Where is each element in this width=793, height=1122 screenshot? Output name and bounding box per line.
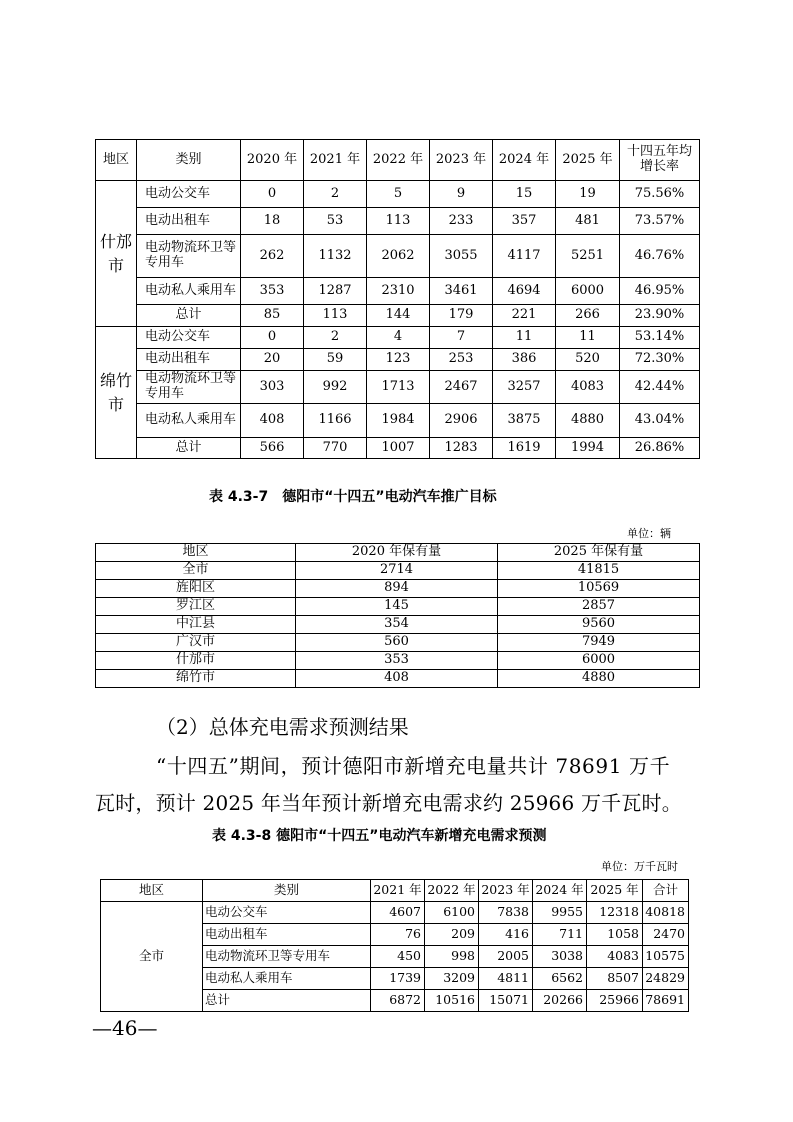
table-row (96, 181, 700, 208)
value-cell: 233 (430, 208, 493, 235)
ev-promotion-targets-table (95, 543, 700, 688)
value-cell: 4880 (498, 670, 700, 688)
value-cell: 770 (304, 438, 367, 459)
value-cell: 7 (430, 327, 493, 349)
value-cell: 408 (241, 404, 304, 438)
value-cell: 566 (241, 438, 304, 459)
value-cell: 1058 (587, 924, 643, 946)
table-row (96, 616, 700, 634)
value-cell: 221 (493, 305, 556, 327)
value-cell: 357 (493, 208, 556, 235)
value-cell: 9 (430, 181, 493, 208)
value-cell: 113 (304, 305, 367, 327)
table-caption-4-3-7: 表 4.3-7 德阳市“十四五”电动汽车推广目标 (209, 489, 497, 505)
value-cell: 0 (241, 181, 304, 208)
value-cell: 4811 (479, 968, 533, 990)
value-cell: 10569 (498, 580, 700, 598)
value-cell: 2714 (296, 562, 498, 580)
value-cell: 2467 (430, 371, 493, 404)
category-cell: 电动公交车 (137, 181, 241, 208)
table-row (96, 404, 700, 438)
table-row (96, 371, 700, 404)
charging-demand-table (100, 879, 689, 1012)
region-cell: 全市 (101, 902, 203, 1012)
value-cell: 24829 (643, 968, 689, 990)
value-cell: 41815 (498, 562, 700, 580)
category-cell: 电动出租车 (137, 349, 241, 371)
value-cell: 408 (296, 670, 498, 688)
column-header: 2025 年 (556, 140, 620, 181)
value-cell: 26.86% (620, 438, 700, 459)
value-cell: 2470 (643, 924, 689, 946)
column-header: 2020 年保有量 (296, 544, 498, 562)
value-cell: 2310 (367, 278, 430, 305)
column-header: 2025 年 (587, 880, 643, 902)
value-cell: 4117 (493, 235, 556, 278)
ev-forecast-table (95, 139, 700, 459)
value-cell: 123 (367, 349, 430, 371)
category-cell: 电动私人乘用车 (203, 968, 371, 990)
column-header: 2024 年 (533, 880, 587, 902)
value-cell: 1007 (367, 438, 430, 459)
table-row (96, 634, 700, 652)
value-cell: 1739 (371, 968, 425, 990)
column-header: 2021 年 (371, 880, 425, 902)
region-cell: 绵竹市 (96, 670, 296, 688)
value-cell: 18 (241, 208, 304, 235)
value-cell: 353 (296, 652, 498, 670)
value-cell: 1132 (304, 235, 367, 278)
value-cell: 11 (556, 327, 620, 349)
category-cell: 电动物流环卫等专用车 (137, 235, 241, 278)
column-header: 合计 (643, 880, 689, 902)
value-cell: 416 (479, 924, 533, 946)
value-cell: 145 (296, 598, 498, 616)
table-row (96, 208, 700, 235)
column-header: 十四五年均增长率 (620, 140, 700, 181)
value-cell: 894 (296, 580, 498, 598)
value-cell: 3461 (430, 278, 493, 305)
value-cell: 9560 (498, 616, 700, 634)
column-header: 2025 年保有量 (498, 544, 700, 562)
value-cell: 1166 (304, 404, 367, 438)
value-cell: 209 (425, 924, 479, 946)
category-cell: 电动出租车 (203, 924, 371, 946)
category-cell: 电动出租车 (137, 208, 241, 235)
value-cell: 53 (304, 208, 367, 235)
value-cell: 2 (304, 327, 367, 349)
value-cell: 19 (556, 181, 620, 208)
table-header-row (101, 880, 689, 902)
table-row (96, 438, 700, 459)
value-cell: 75.56% (620, 181, 700, 208)
region-cell: 绵竹市 (96, 327, 137, 459)
category-cell: 总计 (137, 438, 241, 459)
category-cell: 电动物流环卫等专用车 (203, 946, 371, 968)
table-row (96, 235, 700, 278)
value-cell: 73.57% (620, 208, 700, 235)
value-cell: 2 (304, 181, 367, 208)
category-cell: 电动公交车 (137, 327, 241, 349)
value-cell: 8507 (587, 968, 643, 990)
value-cell: 15 (493, 181, 556, 208)
table-row (96, 670, 700, 688)
value-cell: 3875 (493, 404, 556, 438)
value-cell: 2005 (479, 946, 533, 968)
column-header: 类别 (203, 880, 371, 902)
value-cell: 7949 (498, 634, 700, 652)
column-header: 2023 年 (430, 140, 493, 181)
value-cell: 23.90% (620, 305, 700, 327)
value-cell: 1994 (556, 438, 620, 459)
value-cell: 3257 (493, 371, 556, 404)
table-row (96, 598, 700, 616)
value-cell: 386 (493, 349, 556, 371)
value-cell: 25966 (587, 990, 643, 1012)
column-header: 地区 (101, 880, 203, 902)
value-cell: 1283 (430, 438, 493, 459)
region-cell: 广汉市 (96, 634, 296, 652)
value-cell: 4083 (587, 946, 643, 968)
value-cell: 4607 (371, 902, 425, 924)
value-cell: 253 (430, 349, 493, 371)
column-header: 地区 (96, 140, 137, 181)
unit-label-vehicles: 单位：辆 (627, 527, 671, 540)
value-cell: 520 (556, 349, 620, 371)
value-cell: 40818 (643, 902, 689, 924)
value-cell: 450 (371, 946, 425, 968)
table-row (96, 278, 700, 305)
column-header: 2022 年 (367, 140, 430, 181)
value-cell: 1713 (367, 371, 430, 404)
table-row (96, 349, 700, 371)
value-cell: 113 (367, 208, 430, 235)
value-cell: 43.04% (620, 404, 700, 438)
paragraph-line-1: “十四五”期间，预计德阳市新增充电量共计 78691 万千 (156, 754, 671, 778)
column-header: 2020 年 (241, 140, 304, 181)
value-cell: 11 (493, 327, 556, 349)
value-cell: 481 (556, 208, 620, 235)
value-cell: 266 (556, 305, 620, 327)
value-cell: 2857 (498, 598, 700, 616)
table-row (96, 562, 700, 580)
value-cell: 354 (296, 616, 498, 634)
value-cell: 560 (296, 634, 498, 652)
value-cell: 1287 (304, 278, 367, 305)
column-header: 类别 (137, 140, 241, 181)
paragraph-line-2: 瓦时，预计 2025 年当年预计新增充电需求约 25966 万千瓦时。 (95, 791, 682, 815)
value-cell: 46.95% (620, 278, 700, 305)
column-header: 地区 (96, 544, 296, 562)
value-cell: 353 (241, 278, 304, 305)
value-cell: 992 (304, 371, 367, 404)
value-cell: 85 (241, 305, 304, 327)
table-header-row (96, 544, 700, 562)
value-cell: 3055 (430, 235, 493, 278)
value-cell: 78691 (643, 990, 689, 1012)
table-row (96, 652, 700, 670)
table-caption-4-3-8: 表 4.3-8 德阳市“十四五”电动汽车新增充电需求预测 (212, 828, 547, 844)
value-cell: 7838 (479, 902, 533, 924)
category-cell: 电动公交车 (203, 902, 371, 924)
value-cell: 76 (371, 924, 425, 946)
unit-label-kwh: 单位：万千瓦时 (601, 860, 678, 873)
value-cell: 42.44% (620, 371, 700, 404)
value-cell: 179 (430, 305, 493, 327)
value-cell: 6000 (556, 278, 620, 305)
value-cell: 1619 (493, 438, 556, 459)
value-cell: 2062 (367, 235, 430, 278)
value-cell: 6100 (425, 902, 479, 924)
value-cell: 10516 (425, 990, 479, 1012)
category-cell: 总计 (203, 990, 371, 1012)
table-row (96, 580, 700, 598)
value-cell: 20 (241, 349, 304, 371)
table-header-row (96, 140, 700, 181)
value-cell: 4694 (493, 278, 556, 305)
value-cell: 711 (533, 924, 587, 946)
value-cell: 303 (241, 371, 304, 404)
value-cell: 3038 (533, 946, 587, 968)
category-cell: 电动私人乘用车 (137, 278, 241, 305)
value-cell: 12318 (587, 902, 643, 924)
table-row (101, 902, 689, 924)
value-cell: 20266 (533, 990, 587, 1012)
category-cell: 电动物流环卫等专用车 (137, 371, 241, 404)
value-cell: 6562 (533, 968, 587, 990)
page-number: —46— (92, 1016, 158, 1040)
region-cell: 中江县 (96, 616, 296, 634)
region-cell: 全市 (96, 562, 296, 580)
value-cell: 0 (241, 327, 304, 349)
region-cell: 什邡市 (96, 181, 137, 327)
category-cell: 电动私人乘用车 (137, 404, 241, 438)
value-cell: 6872 (371, 990, 425, 1012)
value-cell: 59 (304, 349, 367, 371)
value-cell: 3209 (425, 968, 479, 990)
value-cell: 5 (367, 181, 430, 208)
value-cell: 998 (425, 946, 479, 968)
value-cell: 72.30% (620, 349, 700, 371)
column-header: 2024 年 (493, 140, 556, 181)
region-cell: 什邡市 (96, 652, 296, 670)
value-cell: 4083 (556, 371, 620, 404)
column-header: 2021 年 (304, 140, 367, 181)
column-header: 2023 年 (479, 880, 533, 902)
table-row (96, 305, 700, 327)
value-cell: 9955 (533, 902, 587, 924)
value-cell: 5251 (556, 235, 620, 278)
value-cell: 6000 (498, 652, 700, 670)
value-cell: 10575 (643, 946, 689, 968)
value-cell: 53.14% (620, 327, 700, 349)
value-cell: 2906 (430, 404, 493, 438)
column-header: 2022 年 (425, 880, 479, 902)
value-cell: 262 (241, 235, 304, 278)
value-cell: 4 (367, 327, 430, 349)
value-cell: 46.76% (620, 235, 700, 278)
region-cell: 旌阳区 (96, 580, 296, 598)
region-cell: 罗江区 (96, 598, 296, 616)
value-cell: 4880 (556, 404, 620, 438)
category-cell: 总计 (137, 305, 241, 327)
value-cell: 1984 (367, 404, 430, 438)
table-row (96, 327, 700, 349)
value-cell: 15071 (479, 990, 533, 1012)
section-heading: （2）总体充电需求预测结果 (156, 715, 409, 739)
value-cell: 144 (367, 305, 430, 327)
